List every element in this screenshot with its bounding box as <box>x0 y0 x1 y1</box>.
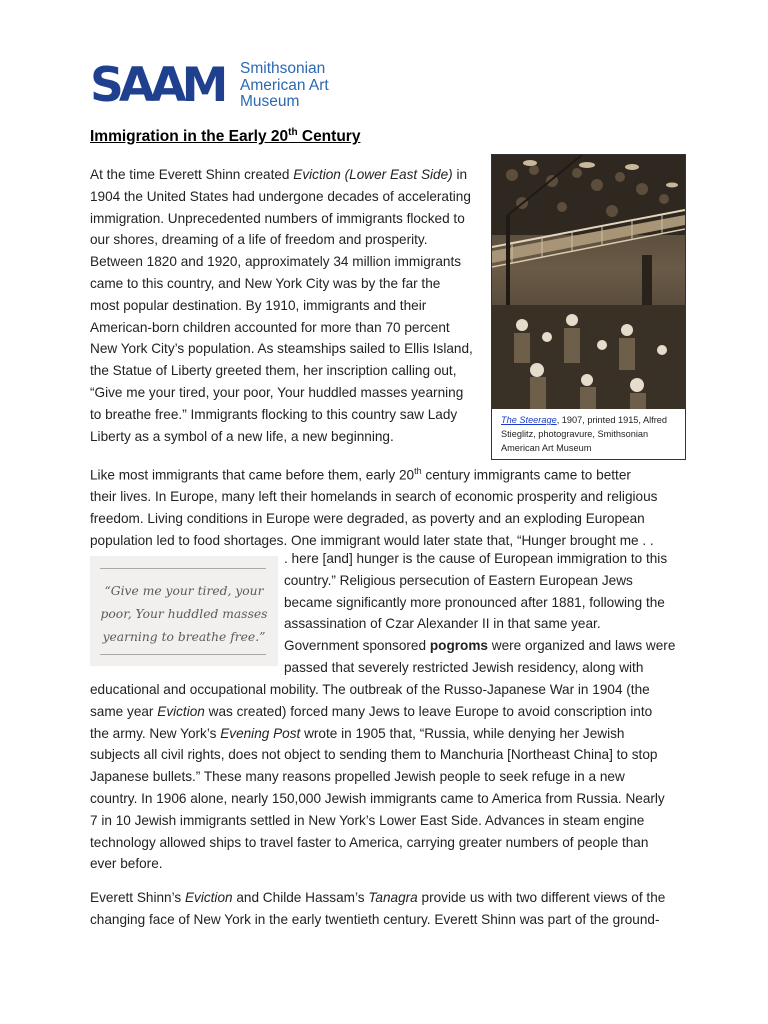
logo-mark: SAAM <box>90 58 224 113</box>
page-title: Immigration in the Early 20th Century <box>90 127 361 146</box>
steerage-photo <box>492 155 685 409</box>
paragraph-reasons-narrow: . here [and] hunger is the cause of European immigration to this country.” Religious persecution of Eastern European Jews became significantly more pronounced after 1881, following the assassination of Czar Alexander II in that same year. Government sponsored pogroms were organized and laws were passed that severely restricted Jewish residency, along with <box>284 551 676 675</box>
quote-rule-top <box>100 568 266 569</box>
pull-quote <box>90 556 278 666</box>
quote-rule-bottom <box>100 654 266 655</box>
paragraph-reasons-bottom: educational and occupational mobility. The outbreak of the Russo-Japanese War in 1904 (the same year Eviction was created) forced many Jews to leave Europe to avoid conscription into the army. New York’s Evening Post wrote in 1905 that, “Russia, while denying her Jewish subjects all civil rights, does not object to sending them to Manchuria [Northeast China] to stop Japanese bullets.” These many reasons propelled Jewish people to seek refuge in a new country. In 1906 alone, nearly 150,000 Jewish immigrants came to America from Russia. Nearly 7 in 10 Jewish immigrants settled in New York’s Lower East Side. Advances in steam engine technology allowed ships to travel faster to America, carrying greater numbers of people than ever before. <box>90 682 665 872</box>
figure-caption: The Steerage, 1907, printed 1915, Alfred Stieglitz, photogravure, Smithsonian American Art Museum <box>501 415 668 453</box>
paragraph-intro: At the time Everett Shinn created Eviction (Lower East Side) in 1904 the United States had undergone decades of accelerating immigration. Unprecedented numbers of immigrants flocked to our shores, dreaming of a life of freedom and prosperity. Between 1820 and 1920, approximately 34 million immigrants came to this country, and New York City was by the far the most popular destination. By 1910, immigrants and their American-born children accounted for more than 70 percent New York City’s population. As steamships sailed to Ellis Island, the Statue of Liberty greeted them, her inscription calling out, “Give me your tired, your poor, Your huddled masses yearning to breathe free.” Immigrants flocking to this country saw Lady Liberty as a symbol of a new life, a new beginning. <box>90 167 473 444</box>
paragraph-comparison: Everett Shinn’s Eviction and Childe Hassam’s Tanagra provide us with two different views of the changing face of New York in the early twentieth century. Everett Shinn was part of the ground- <box>90 890 666 927</box>
saam-logo[interactable] <box>90 58 350 114</box>
the-steerage-link[interactable]: The Steerage <box>501 415 557 425</box>
paragraph-reasons-top: Like most immigrants that came before them, early 20th century immigrants came to better their lives. In Europe, many left their homelands in search of economic prosperity and religious freedom. Living conditions in Europe were degraded, as poverty and an exploding European population led to food shortages. One immigrant would later state that, “Hunger brought me . . <box>90 466 658 548</box>
pull-quote-text: “Give me your tired, your poor, Your huddled masses yearning to breathe free.” <box>100 584 268 644</box>
steerage-figure <box>491 154 686 460</box>
logo-wordmark: Smithsonian American Art Museum <box>240 60 329 110</box>
